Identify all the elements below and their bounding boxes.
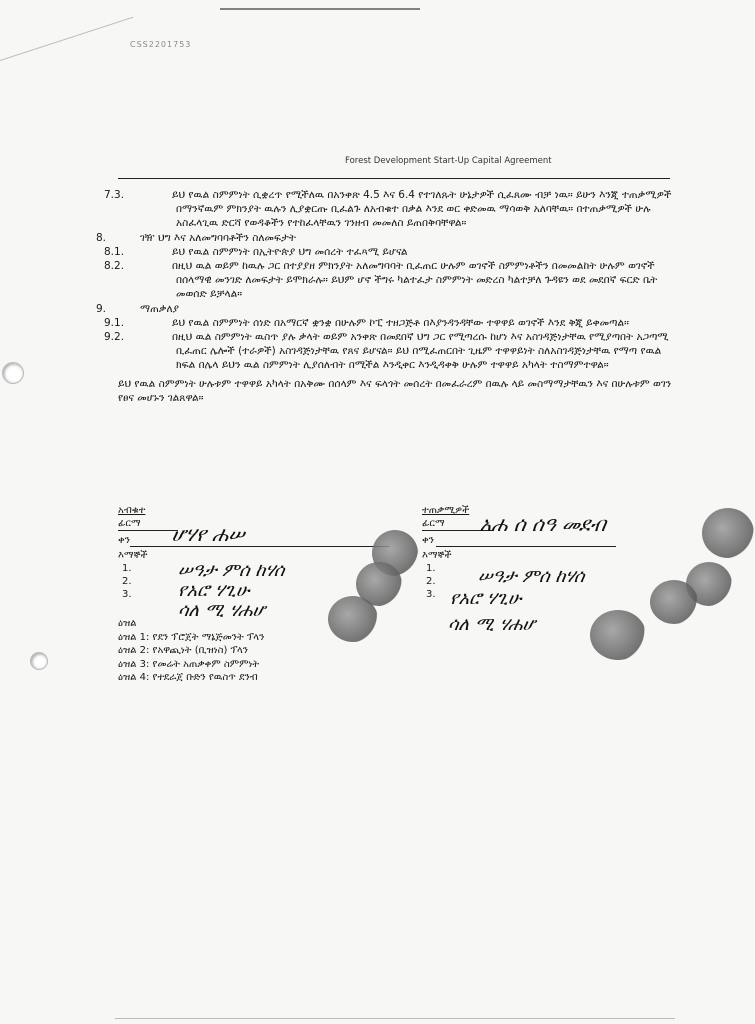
clause-9-heading: 9. ማጠቃለያ [96, 302, 180, 315]
witness-1-right: 1. [426, 563, 436, 574]
clause-8-2: 8.2. በዚህ ዉል ወይም ከዉሉ ጋር በተያያዘ ምክንያት አለመግባባት ቢፈጠር ሁሉም ወገኖች ስምምነቶችን በመመልከት ሁሉም ወገኖች በሰላማዊ መንገድ ለመፍታት ይሞክራሉ። ይህም ሆኖ ችግሩ ካልተፈታ ስምምነት መድረስ ካልተቻለ ጉዳዩን ወደ መደበኛ ፍርድ ቤት መወሰድ ይቻላል። [104, 260, 658, 301]
handwritten-signature-right: አሐ ሰ ሰዓ መደብ [478, 512, 608, 536]
clause-9-2: 9.2. በዚህ ዉል ስምምነት ዉስጥ ያሉ ቃላት ወይም አንቀጽ በመደበኛ ህግ ጋር የሚጣረሱ ከሆነ እና አስገዳጅነታቸዉ የሚያጣበት አጋጣሚ ቢፈጠር ሌሎች (ተራዎች) አስገዳጅነታቸዉ የጸና ይሆናል። ይህ በሚፈጠርበት ጊዜም ተዋዋይነት ስለአስገዳጅነታቸዉ የማጣ የዉል ክፍል በሌላ ይህን ዉል ስምምነት ሊያሰለብት በሚችል እንዲቀር እንዲዳቀቅ ሁሉም ተዋዋይ አካላት ተስማምተዋል። [104, 331, 669, 372]
thumbprint-4-right [590, 610, 646, 660]
annex-item-4: ዕዝል 4: የተደራጀ ቡድን የዉስጥ ደንብ [118, 672, 258, 683]
page-fold-mark [0, 17, 133, 61]
handwritten-witness-3-right: ሳለ ሚ ሃሐሆ [446, 614, 537, 635]
clause-8-heading: 8. ገዥ ህግ እና አለመግባባቶችን ስለመፍታት [96, 231, 296, 244]
clause-8-1: 8.1. ይህ የዉል ስምምነት በኢትዮጵያ ህግ መሰረት ተፈጻሚ ይሆናል [104, 245, 408, 258]
signature-block-right [422, 504, 469, 601]
thumbprint-3-right [650, 580, 698, 624]
party-name-right: ተጠቃሚዎች [422, 505, 470, 516]
witness-list-left [118, 562, 148, 601]
handwritten-witness-1-right: ሠዓታ ምሰ ከሃሰ [476, 566, 586, 587]
signature-label-left: ፊርማ [118, 518, 141, 529]
agreement-body [96, 188, 678, 405]
date-label-left: ቀን [118, 535, 130, 546]
annex-title: ዕዝል [118, 618, 137, 629]
handwritten-witness-2-left: የአሮ ሃጊሁ [176, 580, 251, 601]
handwritten-signature-left: ሆሃየ ሐሠ [170, 522, 247, 546]
witness-2-right: 2. [426, 576, 436, 587]
date-line-left [130, 546, 390, 547]
signature-line-left [118, 530, 178, 531]
scan-artifact-rule [220, 8, 420, 10]
running-head: Forest Development Start-Up Capital Agreement [345, 156, 552, 166]
witness-label-left: እማኞች [118, 550, 148, 561]
thumbprint-3-left [328, 596, 378, 642]
punch-hole-upper [2, 362, 24, 384]
witness-3-left: 3. [122, 589, 132, 600]
date-line-right [436, 546, 616, 547]
signature-label-right: ፊርማ [422, 518, 445, 529]
annex-item-1: ዕዝል 1: የደን ፕሮጀት ማኔጅመንት ፕላን [118, 631, 265, 643]
witness-3-right: 3. [426, 589, 436, 600]
date-label-right: ቀን [422, 535, 434, 546]
annex-item-3: ዕዝል 3: የመሬት አጠቃቀም ስምምነት [118, 658, 260, 670]
header-rule [118, 178, 670, 179]
witness-2-left: 2. [122, 576, 132, 587]
thumbprint-1-right [702, 508, 754, 558]
annex-item-2: ዕዝል 2: የአዋጪነት (ቢዝነስ) ፕላን [118, 645, 248, 656]
bottom-edge-rule [115, 1018, 675, 1019]
witness-1-left: 1. [122, 563, 132, 574]
handwritten-witness-2-right: የአሮ ሃጊሁ [448, 588, 523, 609]
handwritten-witness-3-left: ሳለ ሚ ሃሐሆ [176, 600, 267, 621]
handwritten-witness-1-left: ሠዓታ ምሰ ከሃሰ [176, 560, 286, 581]
signature-block-left [118, 504, 148, 601]
annex-list [118, 617, 264, 685]
closing-statement: ይህ የዉል ስምምነት ሁሉቱም ተዋዋይ አካላት በአቅሙ በሰላም እና ፍላጎት መሰረት በመፈራረም በዉሉ ላይ መስማማታቸዉን እና በሁሉቱም ወገን የፀና መሆኑን ገልጸዋል። [118, 377, 672, 404]
punch-hole-lower [30, 652, 48, 670]
clause-9-1: 9.1. ይህ የዉል ስምምነት ሰነድ በአማርኛ ቋንቋ በሁሉም ኮፒ ተዘጋጅቶ በእያንዳንዳቸው ተዋዋይ ወገኖች እንደ ቅጂ ይቀመጣል። [104, 316, 630, 329]
witness-label-right: እማኞች [422, 550, 452, 561]
party-name-left: አብቁተ [118, 505, 146, 516]
scan-header: CSS2201753 [130, 40, 192, 49]
clause-7-3: 7.3. ይህ የዉል ስምምነት ሲቋረጥ የሚችለዉ በአንቀጽ 4.5 እና 6.4 የተገለጹት ሁኔታዎች ሲፈጸሙ ብቻ ነዉ። ይሁን እንጂ ተጠቃሚዎች በማንኛዉም ምክንያት ዉሉን ሊያቋርጡ ቢፈልጉ ለአብቁተ በቃል እንደ ወር ቀድመዉ ማሳወቅ አለባቸዉ። በተጠቃሚዎች ሁሉ አስፈላጊዉ ድርሻ የወዳቆችን የተከፈላቸዉን ገንዘብ መመለስ ይጠበቅባቸዋል። [104, 189, 672, 230]
